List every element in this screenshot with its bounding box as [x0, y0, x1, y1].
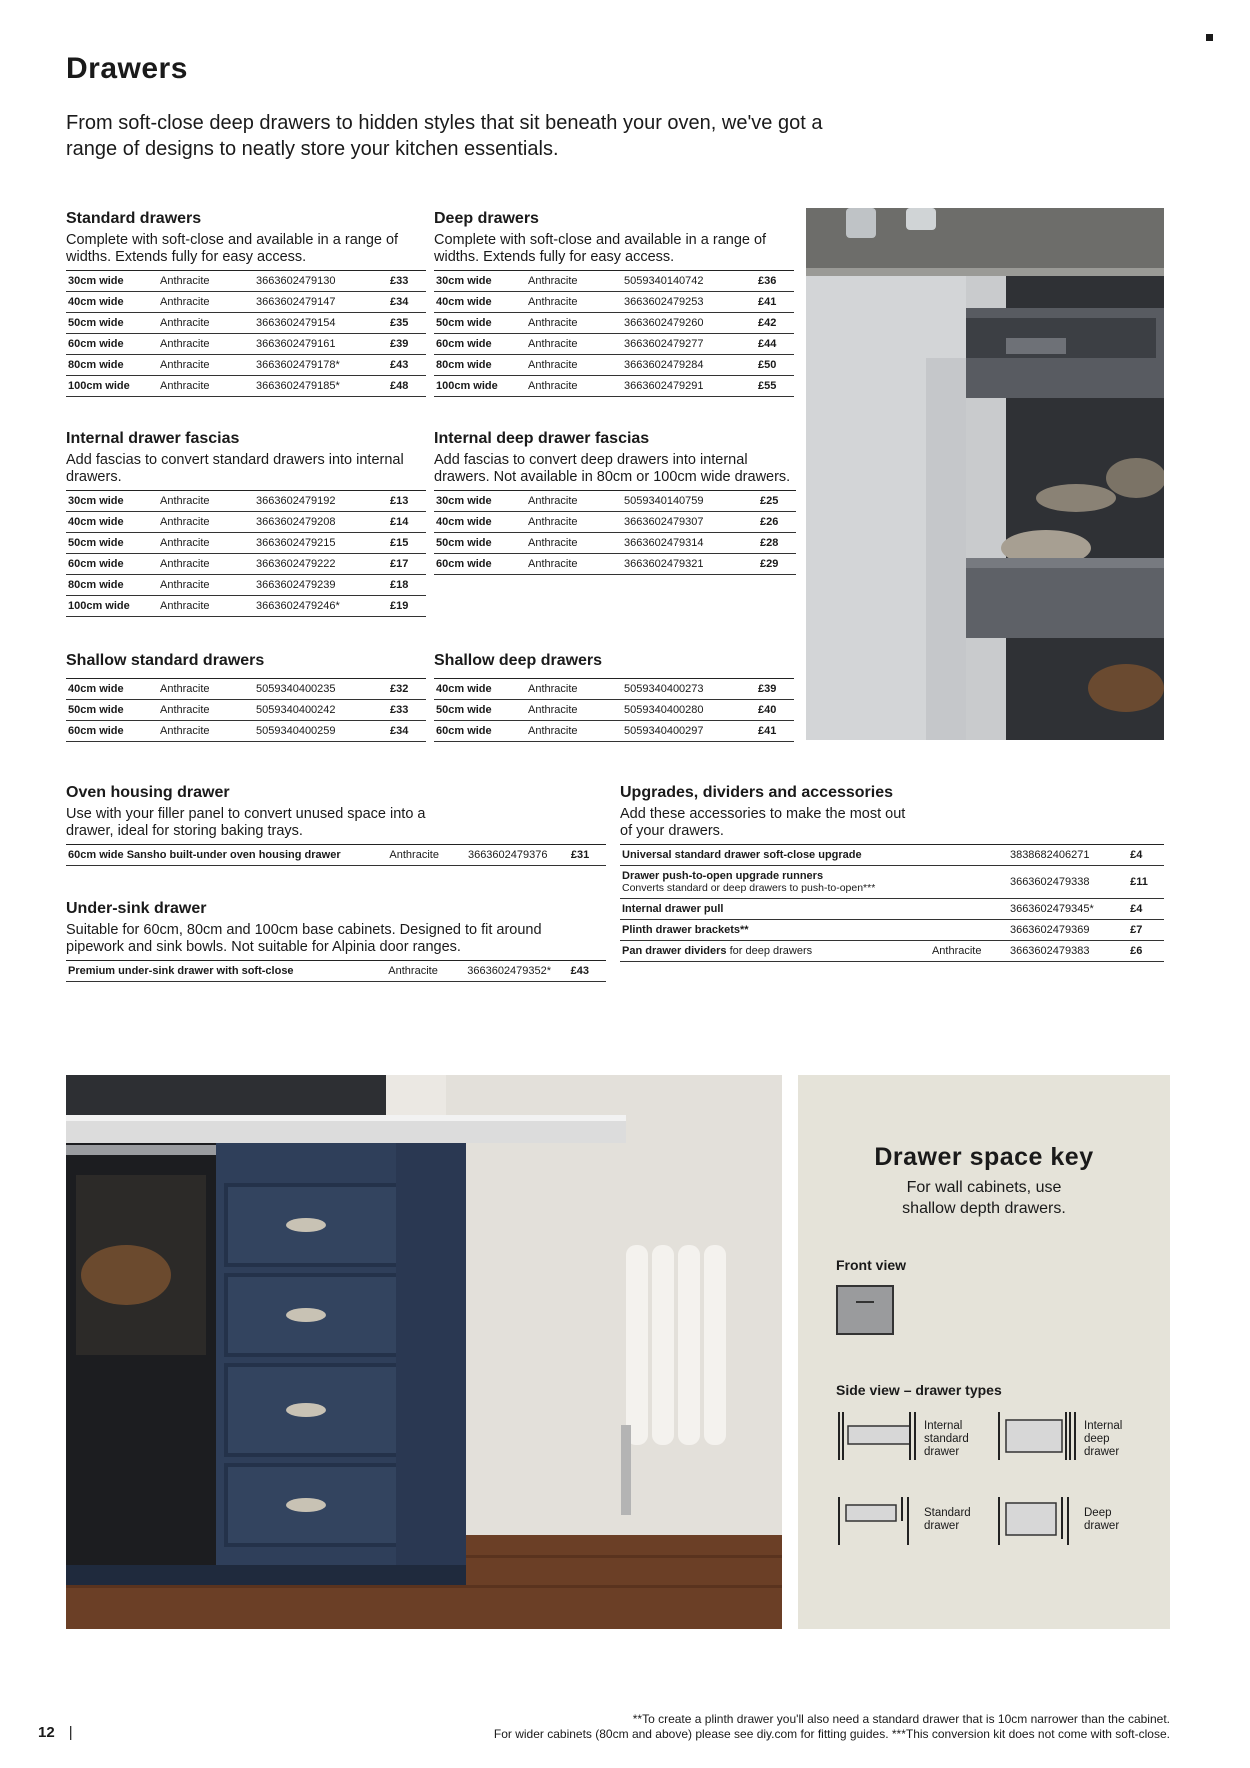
table-row: [434, 512, 796, 533]
table-row: [66, 845, 606, 866]
product-width: 60cm wide: [66, 334, 158, 355]
product-colour: Anthracite: [526, 554, 622, 575]
internal-standard-drawer-icon: [836, 1410, 918, 1462]
product-colour: Anthracite: [526, 679, 622, 700]
internal-deep-fascias-section: [434, 430, 796, 575]
product-code: 5059340400259: [254, 721, 388, 742]
product-price: £48: [388, 376, 426, 397]
product-price: £35: [388, 313, 426, 334]
product-code: 3663602479192: [254, 491, 388, 512]
internal-fascias-section: [66, 430, 426, 617]
product-price: £17: [388, 554, 426, 575]
section-title: Under-sink drawer: [66, 900, 207, 917]
product-code: 3663602479239: [254, 575, 388, 596]
product-colour: Anthracite: [158, 491, 254, 512]
product-code: 3663602479246*: [254, 596, 388, 617]
product-price: £34: [388, 721, 426, 742]
upgrade-code: 3838682406271: [1008, 845, 1128, 866]
side-view-label: Side view – drawer types: [836, 1382, 1002, 1398]
under-sink-section: [66, 900, 606, 982]
product-width: 80cm wide: [66, 575, 158, 596]
product-colour: Anthracite: [526, 376, 622, 397]
product-price: £50: [756, 355, 794, 376]
upgrade-name: Drawer push-to-open upgrade runners Converts standard or deep drawers to push-to-open***: [620, 866, 930, 899]
product-table: [434, 270, 794, 397]
product-width: 60cm wide: [434, 721, 526, 742]
table-row: [434, 554, 796, 575]
table-row: [434, 491, 796, 512]
product-width: 50cm wide: [66, 700, 158, 721]
product-price: £40: [756, 700, 794, 721]
shallow-standard-section: [66, 652, 426, 742]
table-row: [66, 355, 426, 376]
product-code: 3663602479291: [622, 376, 756, 397]
product-table: [66, 490, 426, 617]
product-colour: Anthracite: [158, 679, 254, 700]
product-price: £31: [569, 845, 606, 866]
product-price: £41: [756, 721, 794, 742]
footnote: **To create a plinth drawer you'll also need a standard drawer that is 10cm narrower than the cabinet.: [632, 1712, 1170, 1726]
internal-deep-drawer-icon: [996, 1410, 1078, 1462]
product-table: [66, 678, 426, 742]
product-price: £39: [388, 334, 426, 355]
product-width: 100cm wide: [66, 596, 158, 617]
product-code: 3663602479260: [622, 313, 756, 334]
section-title: Deep drawers: [434, 210, 539, 227]
section-description: Use with your filler panel to convert unused space into a drawer, ideal for storing baking trays.: [66, 806, 426, 839]
product-price: £42: [756, 313, 794, 334]
upgrade-name: Plinth drawer brackets**: [620, 920, 930, 941]
product-name: 60cm wide Sansho built-under oven housing drawer: [66, 845, 387, 866]
upgrade-code: 3663602479338: [1008, 866, 1128, 899]
upgrades-section: [620, 784, 1164, 962]
upgrade-colour: [930, 866, 1008, 899]
standard-drawer-icon: [836, 1495, 918, 1547]
product-price: £34: [388, 292, 426, 313]
product-code: 3663602479215: [254, 533, 388, 554]
section-title: Internal drawer fascias: [66, 430, 240, 447]
table-row: [66, 376, 426, 397]
product-price: £55: [756, 376, 794, 397]
product-price: £19: [388, 596, 426, 617]
product-width: 60cm wide: [434, 554, 526, 575]
upgrade-colour: [930, 920, 1008, 941]
product-width: 50cm wide: [66, 533, 158, 554]
oven-housing-section: [66, 784, 606, 866]
table-row: [66, 491, 426, 512]
product-colour: Anthracite: [387, 845, 466, 866]
product-price: £43: [569, 961, 606, 982]
table-row: [66, 596, 426, 617]
table-row: [66, 271, 426, 292]
product-price: £39: [756, 679, 794, 700]
drawer-photo: [806, 208, 1164, 740]
page-title: Drawers: [66, 52, 188, 85]
product-price: £41: [756, 292, 794, 313]
table-row: [66, 700, 426, 721]
product-width: 30cm wide: [434, 271, 526, 292]
product-code: 3663602479178*: [254, 355, 388, 376]
product-colour: Anthracite: [526, 292, 622, 313]
product-price: £25: [758, 491, 796, 512]
standard-drawers-section: [66, 210, 426, 397]
product-width: 40cm wide: [66, 679, 158, 700]
product-width: 80cm wide: [434, 355, 526, 376]
corner-mark: [1206, 34, 1213, 41]
table-row: [434, 313, 794, 334]
table-row: [66, 721, 426, 742]
table-row: [66, 961, 606, 982]
table-row: [66, 533, 426, 554]
upgrade-name: Pan drawer dividers for deep drawers: [620, 941, 930, 962]
internal-standard-drawer-label: Internal standard drawer: [924, 1420, 969, 1458]
product-width: 40cm wide: [434, 292, 526, 313]
product-width: 50cm wide: [434, 700, 526, 721]
product-code: 3663602479161: [254, 334, 388, 355]
kitchen-photo: [66, 1075, 782, 1629]
deep-drawer-label: Deep drawer: [1084, 1507, 1120, 1532]
product-price: £28: [758, 533, 796, 554]
product-width: 80cm wide: [66, 355, 158, 376]
product-code: 3663602479307: [622, 512, 758, 533]
table-row: [620, 941, 1164, 962]
upgrade-price: £7: [1128, 920, 1164, 941]
product-colour: Anthracite: [526, 533, 622, 554]
drawer-space-key: [798, 1075, 1170, 1629]
upgrade-price: £4: [1128, 899, 1164, 920]
table-row: [434, 533, 796, 554]
upgrade-name: Universal standard drawer soft-close upgrade: [620, 845, 930, 866]
product-name: Premium under-sink drawer with soft-close: [66, 961, 386, 982]
footnote: For wider cabinets (80cm and above) please see diy.com for fitting guides. ***This conversion kit does not come with soft-close.: [493, 1727, 1170, 1741]
table-row: [434, 334, 794, 355]
key-title: Drawer space key: [874, 1143, 1094, 1171]
upgrade-name: Internal drawer pull: [620, 899, 930, 920]
deep-drawer-icon: [996, 1495, 1078, 1547]
product-width: 30cm wide: [66, 491, 158, 512]
table-row: [620, 845, 1164, 866]
product-code: 5059340400235: [254, 679, 388, 700]
product-width: 60cm wide: [66, 554, 158, 575]
upgrade-price: £4: [1128, 845, 1164, 866]
product-colour: Anthracite: [526, 700, 622, 721]
upgrade-colour: [930, 845, 1008, 866]
product-width: 30cm wide: [434, 491, 526, 512]
product-width: 50cm wide: [434, 533, 526, 554]
product-colour: Anthracite: [158, 292, 254, 313]
product-code: 3663602479208: [254, 512, 388, 533]
shallow-deep-section: [434, 652, 794, 742]
product-width: 50cm wide: [66, 313, 158, 334]
upgrades-table: [620, 844, 1164, 962]
product-colour: Anthracite: [526, 334, 622, 355]
upgrade-colour: [930, 899, 1008, 920]
upgrade-code: 3663602479369: [1008, 920, 1128, 941]
product-code: 5059340400297: [622, 721, 756, 742]
product-code: 3663602479277: [622, 334, 756, 355]
table-row: [434, 721, 794, 742]
table-row: [66, 512, 426, 533]
page-number: 12 |: [38, 1724, 73, 1741]
product-colour: Anthracite: [158, 376, 254, 397]
product-colour: Anthracite: [526, 491, 622, 512]
table-row: [66, 292, 426, 313]
product-price: £26: [758, 512, 796, 533]
product-colour: Anthracite: [158, 721, 254, 742]
product-width: 30cm wide: [66, 271, 158, 292]
section-description: Add fascias to convert standard drawers into internal drawers.: [66, 452, 404, 485]
product-price: £13: [388, 491, 426, 512]
table-row: [66, 575, 426, 596]
product-code: 5059340400280: [622, 700, 756, 721]
product-price: £15: [388, 533, 426, 554]
intro-text: From soft-close deep drawers to hidden styles that sit beneath your oven, we've got a range of designs to neatly store your kitchen essentials.: [66, 112, 823, 160]
upgrade-price: £11: [1128, 866, 1164, 899]
product-code: 5059340140742: [622, 271, 756, 292]
upgrade-price: £6: [1128, 941, 1164, 962]
product-colour: Anthracite: [526, 313, 622, 334]
product-code: 3663602479314: [622, 533, 758, 554]
product-code: 5059340400273: [622, 679, 756, 700]
internal-deep-drawer-label: Internal deep drawer: [1084, 1420, 1123, 1458]
product-code: 3663602479376: [466, 845, 569, 866]
product-width: 100cm wide: [434, 376, 526, 397]
product-price: £14: [388, 512, 426, 533]
table-row: [434, 679, 794, 700]
product-price: £33: [388, 700, 426, 721]
product-code: 3663602479185*: [254, 376, 388, 397]
section-title: Shallow deep drawers: [434, 652, 603, 669]
product-code: 3663602479284: [622, 355, 756, 376]
table-row: [66, 679, 426, 700]
footnotes: [494, 1712, 1170, 1742]
table-row: [620, 866, 1164, 899]
product-code: 5059340400242: [254, 700, 388, 721]
product-colour: Anthracite: [526, 355, 622, 376]
product-table: [434, 678, 794, 742]
product-colour: Anthracite: [526, 721, 622, 742]
table-row: [434, 271, 794, 292]
product-width: 40cm wide: [434, 512, 526, 533]
section-title: Internal deep drawer fascias: [434, 430, 650, 447]
product-colour: Anthracite: [158, 700, 254, 721]
section-title: Oven housing drawer: [66, 784, 230, 801]
table-row: [66, 554, 426, 575]
product-colour: Anthracite: [158, 596, 254, 617]
product-price: £43: [388, 355, 426, 376]
product-price: £36: [756, 271, 794, 292]
product-colour: Anthracite: [158, 313, 254, 334]
product-price: £44: [756, 334, 794, 355]
standard-drawer-label: Standard drawer: [924, 1507, 971, 1532]
upgrade-code: 3663602479383: [1008, 941, 1128, 962]
product-width: 60cm wide: [66, 721, 158, 742]
upgrade-colour: Anthracite: [930, 941, 1008, 962]
upgrade-code: 3663602479345*: [1008, 899, 1128, 920]
deep-drawers-section: [434, 210, 794, 397]
section-description: Complete with soft-close and available in a range of widths. Extends fully for easy access.: [66, 232, 399, 265]
product-table: [66, 960, 606, 982]
section-description: Add these accessories to make the most out of your drawers.: [620, 806, 906, 839]
table-row: [434, 700, 794, 721]
product-code: 3663602479253: [622, 292, 756, 313]
product-width: 40cm wide: [66, 292, 158, 313]
section-title: Standard drawers: [66, 210, 202, 227]
section-description: Suitable for 60cm, 80cm and 100cm base cabinets. Designed to fit around pipework and sink bowls. Not suitable for Alpinia door ranges.: [66, 922, 542, 955]
product-table: [434, 490, 796, 575]
product-colour: Anthracite: [158, 512, 254, 533]
product-width: 60cm wide: [434, 334, 526, 355]
product-code: 3663602479352*: [465, 961, 568, 982]
product-table: [66, 844, 606, 866]
product-table: [66, 270, 426, 397]
product-width: 50cm wide: [434, 313, 526, 334]
product-colour: Anthracite: [158, 575, 254, 596]
key-subtitle: For wall cabinets, use shallow depth drawers.: [902, 1179, 1066, 1217]
product-price: £33: [388, 271, 426, 292]
product-code: 3663602479147: [254, 292, 388, 313]
product-price: £29: [758, 554, 796, 575]
product-code: 3663602479321: [622, 554, 758, 575]
product-width: 40cm wide: [434, 679, 526, 700]
table-row: [434, 376, 794, 397]
product-code: 5059340140759: [622, 491, 758, 512]
product-colour: Anthracite: [526, 271, 622, 292]
table-row: [66, 313, 426, 334]
product-price: £18: [388, 575, 426, 596]
product-code: 3663602479222: [254, 554, 388, 575]
product-code: 3663602479130: [254, 271, 388, 292]
table-row: [434, 355, 794, 376]
product-colour: Anthracite: [386, 961, 465, 982]
product-code: 3663602479154: [254, 313, 388, 334]
product-colour: Anthracite: [158, 355, 254, 376]
product-width: 100cm wide: [66, 376, 158, 397]
product-colour: Anthracite: [158, 533, 254, 554]
section-description: Complete with soft-close and available in a range of widths. Extends fully for easy access.: [434, 232, 767, 265]
table-row: [434, 292, 794, 313]
table-row: [620, 920, 1164, 941]
product-colour: Anthracite: [158, 271, 254, 292]
section-title: Shallow standard drawers: [66, 652, 265, 669]
product-width: 40cm wide: [66, 512, 158, 533]
front-view-label: Front view: [836, 1257, 907, 1273]
product-price: £32: [388, 679, 426, 700]
section-description: Add fascias to convert deep drawers into internal drawers. Not available in 80cm or 100cm wide drawers.: [434, 452, 791, 485]
table-row: [620, 899, 1164, 920]
front-view-icon: [836, 1285, 894, 1335]
product-colour: Anthracite: [526, 512, 622, 533]
section-title: Upgrades, dividers and accessories: [620, 784, 894, 801]
product-colour: Anthracite: [158, 554, 254, 575]
product-colour: Anthracite: [158, 334, 254, 355]
table-row: [66, 334, 426, 355]
